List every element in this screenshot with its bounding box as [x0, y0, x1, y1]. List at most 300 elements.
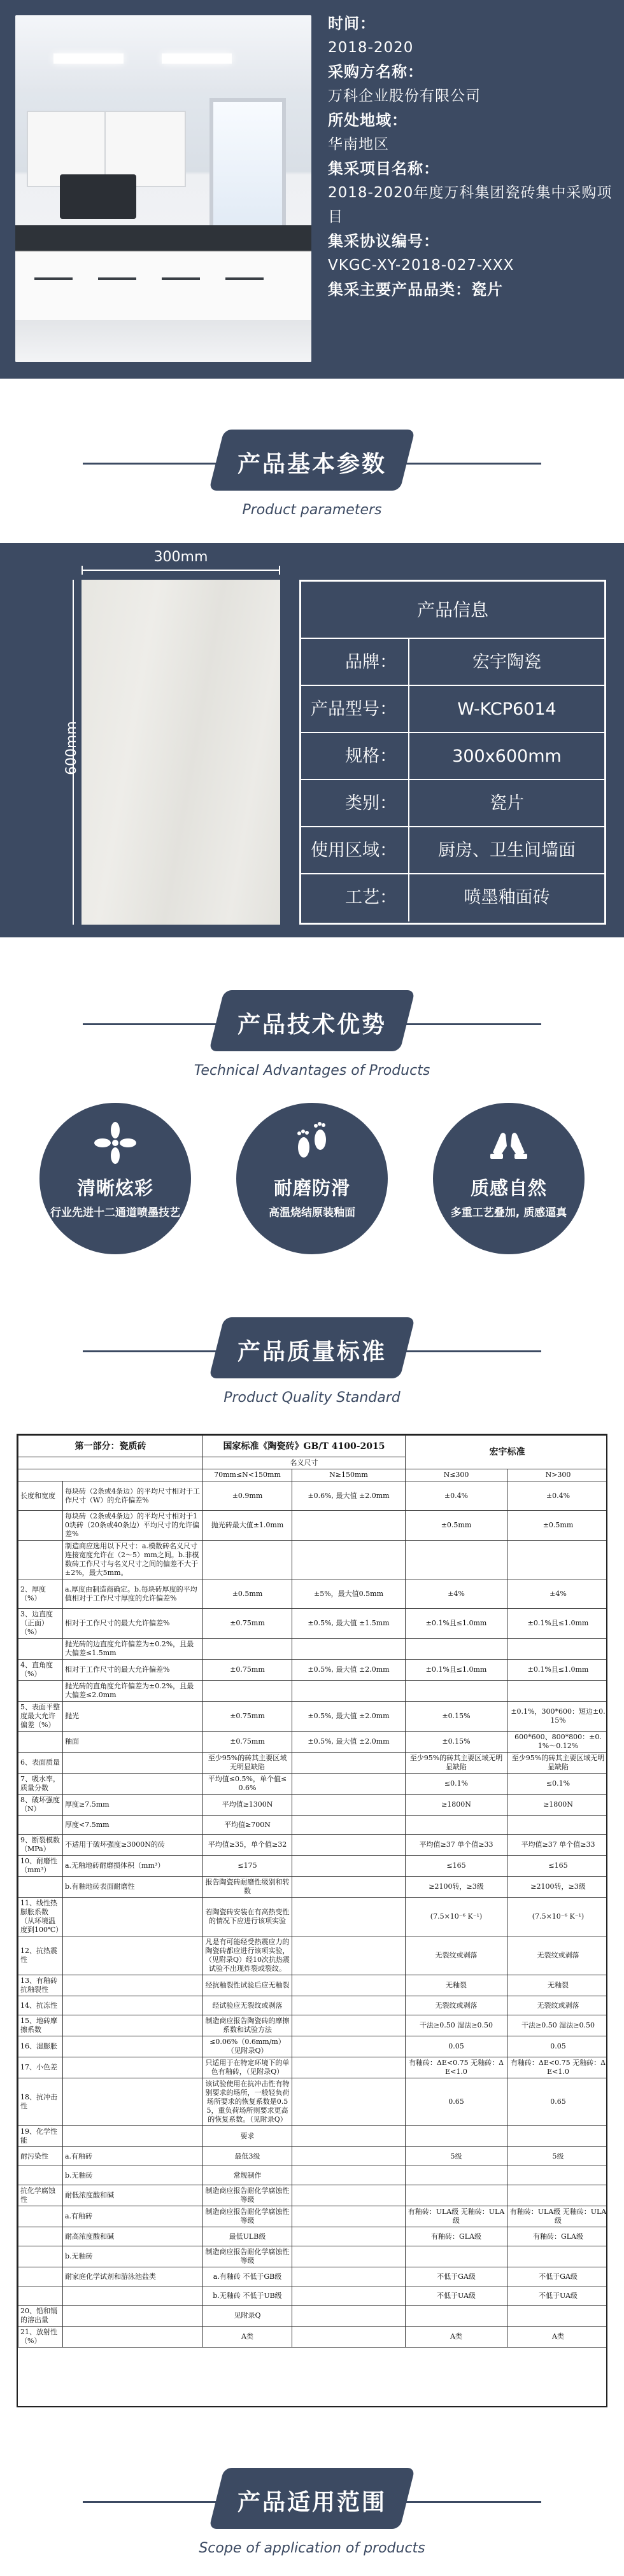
table-cell: [507, 2185, 608, 2206]
table-cell: 平均值≥37 单个值≥33: [507, 1835, 608, 1856]
table-cell: [292, 1835, 406, 1856]
table-cell: 13、有釉砖抗釉裂性: [18, 1975, 63, 1996]
table-cell: 14、抗冻性: [18, 1996, 63, 2015]
table-cell: [292, 2057, 406, 2078]
table-cell: [18, 1681, 63, 1702]
table-cell: 无裂纹或剥落: [406, 1936, 507, 1975]
table-cell: 有釉砖：ΔE<0.75 无釉砖：ΔE<1.0: [507, 2057, 608, 2078]
table-cell: ±0.1%且≤1.0mm: [507, 1660, 608, 1681]
table-cell: [507, 2246, 608, 2267]
info-row-category: [301, 780, 604, 827]
table-cell: 无裂纹或剥落: [507, 1936, 608, 1975]
table-cell: 制造商应报告耐化学腐蚀性等级: [203, 2206, 292, 2227]
table-cell: [406, 2166, 507, 2185]
table-cell: 有釉砖：ΔE<0.75 无釉砖：ΔE<1.0: [406, 2057, 507, 2078]
table-cell: 无裂纹或剥落: [406, 1996, 507, 2015]
subheader-name: 名义尺寸: [203, 1457, 406, 1469]
table-cell: 17、小色差: [18, 2057, 63, 2078]
table-cell: (7.5×10⁻⁶ K⁻¹): [406, 1898, 507, 1936]
table-cell: [292, 2306, 406, 2327]
section-subtitle: Product Quality Standard: [223, 1390, 401, 1406]
table-cell: ±0.5%, 最大值 ±1.5mm: [292, 1609, 406, 1639]
table-cell: [63, 2036, 203, 2057]
advantage-title: 耐磨防滑: [273, 1177, 350, 1199]
table-header-row: [18, 1436, 608, 1457]
table-cell: 制造商应报告耐化学腐蚀性等级: [203, 2185, 292, 2206]
table-cell: [406, 2126, 507, 2147]
table-cell: 不低于UA级: [507, 2286, 608, 2306]
table-cell: ±0.15%: [406, 1702, 507, 1732]
table-cell: [63, 1996, 203, 2015]
info-key-project: 集采项目名称：: [328, 160, 439, 178]
row-label: 工艺：: [301, 874, 409, 921]
table-cell: 至少95%的砖其主要区域无明显缺陷: [507, 1753, 608, 1774]
footprints-icon: [290, 1121, 334, 1165]
table-cell: [406, 1816, 507, 1835]
subheader-300b: N>300: [507, 1469, 608, 1481]
advantage-card-wear: [236, 1103, 388, 1254]
table-cell: [406, 2185, 507, 2206]
table-cell: [18, 1639, 63, 1660]
table-cell: [203, 1541, 292, 1579]
table-cell: [292, 2015, 406, 2036]
table-cell: [292, 2185, 406, 2206]
table-cell: [63, 1774, 203, 1795]
advantage-card-texture: [433, 1103, 585, 1254]
table-cell: 相对于工作尺寸的最大允许偏差%: [63, 1609, 203, 1639]
table-cell: [292, 1856, 406, 1877]
table-cell: ≥2100转，≥3级: [406, 1877, 507, 1898]
table-cell: 只适用于在特定环境下的单色有釉砖，（见附录Q）: [203, 2057, 292, 2078]
table-cell: [292, 1795, 406, 1816]
table-cell: [507, 2306, 608, 2327]
table-cell: ±0.1%且≤1.0mm: [507, 1609, 608, 1639]
table-cell: 平均值≤0.5%，单个值≤0.6%: [203, 1774, 292, 1795]
table-cell: a.有釉砖: [63, 2206, 203, 2227]
table-cell: ≤175: [203, 1856, 292, 1877]
table-cell: [292, 1511, 406, 1541]
table-cell: [292, 2286, 406, 2306]
table-cell: (7.5×10⁻⁶ K⁻¹): [507, 1898, 608, 1936]
table-cell: [63, 1975, 203, 1996]
row-value: 瓷片: [490, 794, 524, 813]
table-cell: 平均值≥35，单个值≥32: [203, 1835, 292, 1856]
table-row: [18, 1702, 608, 1732]
quality-standard-table: [17, 1434, 607, 2407]
table-cell: [63, 1936, 203, 1975]
info-main-product: [328, 277, 614, 302]
advantage-title: 清晰炫彩: [76, 1177, 153, 1199]
tile-width-label: 300mm: [153, 549, 208, 565]
table-row: [18, 1511, 608, 1541]
table-cell: 经试验应无裂纹或剥落: [203, 1996, 292, 2015]
row-value: 厨房、卫生间墙面: [438, 841, 576, 860]
row-label: 规格：: [301, 733, 409, 779]
table-cell: [292, 1816, 406, 1835]
table-cell: [292, 1975, 406, 1996]
table-cell: 干法≥0.50 湿法≥0.50: [406, 2015, 507, 2036]
table-cell: a.有釉砖 不低于GB级: [203, 2267, 292, 2286]
section-subtitle: Scope of application of products: [199, 2540, 425, 2556]
section-subtitle: Technical Advantages of Products: [194, 1063, 430, 1079]
table-cell: 制造商应选用以下尺寸：a.模数砖名义尺寸连接宽度允许在（2～5）mm之间。b.非模数砖工作尺寸与名义尺寸之间的偏差不大于±2%，最大5mm。: [63, 1541, 203, 1579]
info-row-usage: [301, 827, 604, 874]
table-cell: [406, 1681, 507, 1702]
table-cell: 12、抗热震性: [18, 1936, 63, 1975]
info-row-brand: [301, 639, 604, 686]
table-cell: 至少95%的砖其主要区域无明显缺陷: [406, 1753, 507, 1774]
advantage-card-color: [39, 1103, 191, 1254]
hands-icon: [486, 1121, 531, 1165]
table-cell: [18, 2267, 63, 2286]
table-row: [18, 2036, 608, 2057]
table-cell: [203, 1639, 292, 1660]
table-cell: b.有釉地砖表面耐磨性: [63, 1877, 203, 1898]
table-cell: 有釉砖：GLA级: [507, 2227, 608, 2246]
table-cell: [18, 2246, 63, 2267]
table-cell: [18, 2227, 63, 2246]
table-cell: A类: [203, 2327, 292, 2348]
table-cell: [292, 1996, 406, 2015]
table-row: [18, 1774, 608, 1795]
table-cell: 19、化学性能: [18, 2126, 63, 2147]
table-cell: ±5%，最大值0.5mm: [292, 1579, 406, 1609]
hero-banner: [0, 0, 624, 379]
table-cell: 不低于GA级: [406, 2267, 507, 2286]
table-cell: 10、耐磨性（mm³）: [18, 1856, 63, 1877]
row-label: 使用区域：: [301, 827, 409, 873]
table-cell: ±0.75mm: [203, 1660, 292, 1681]
info-row-size: [301, 733, 604, 780]
table-cell: 不低于GA级: [507, 2267, 608, 2286]
table-cell: 釉面: [63, 1732, 203, 1753]
table-cell: [18, 1816, 63, 1835]
table-cell: [507, 1541, 608, 1579]
table-cell: [18, 1541, 63, 1579]
table-cell: a.无釉地砖耐磨损体积（mm³）: [63, 1856, 203, 1877]
table-cell: ±0.5%, 最大值 ±2.0mm: [292, 1732, 406, 1753]
table-cell: ≥1800N: [507, 1795, 608, 1816]
table-cell: 18、抗冲击性: [18, 2078, 63, 2126]
section-title: 产品基本参数: [237, 451, 386, 477]
table-row: [18, 2286, 608, 2306]
table-row: [18, 2206, 608, 2227]
info-key-region: 所处地域：: [328, 111, 408, 129]
table-cell: 最低3级: [203, 2147, 292, 2166]
table-cell: 见附录Q: [203, 2306, 292, 2327]
table-row: [18, 1936, 608, 1975]
table-cell: [18, 1511, 63, 1541]
table-cell: 600*600、800*800：±0.1%～0.12%: [507, 1732, 608, 1753]
table-cell: [203, 1681, 292, 1702]
table-cell: ±4%: [507, 1579, 608, 1609]
table-cell: [406, 2306, 507, 2327]
table-row: [18, 1660, 608, 1681]
table-row: [18, 2327, 608, 2348]
table-row: [18, 1681, 608, 1702]
table-row: [18, 1639, 608, 1660]
table-cell: 该试验使用在抗冲击性有特别要求的场所，一般轻负荷场所要求的恢复系数是0.55，重负荷场所则要求更高的恢复系数。（见附录Q）: [203, 2078, 292, 2126]
section-title: 产品质量标准: [237, 1339, 386, 1365]
table-cell: 耐污染性: [18, 2147, 63, 2166]
table-cell: ≤0.1%: [406, 1774, 507, 1795]
table-cell: ±0.5mm: [406, 1511, 507, 1541]
table-cell: [292, 1541, 406, 1579]
table-cell: 有釉砖：ULA级 无釉砖：ULA级: [507, 2206, 608, 2227]
table-cell: [63, 1898, 203, 1936]
table-cell: 每块砖（2条或4条边）的平均尺寸相对于工作尺寸（W）的允许偏差%: [63, 1481, 203, 1511]
table-cell: 至少95%的砖其主要区域无明显缺陷: [203, 1753, 292, 1774]
table-cell: [63, 2327, 203, 2348]
info-row-process: [301, 874, 604, 921]
table-cell: 2、厚度（%）: [18, 1579, 63, 1609]
table-cell: 15、地砖摩擦系数: [18, 2015, 63, 2036]
table-cell: [507, 1816, 608, 1835]
procurement-info: [328, 11, 614, 302]
info-value-buyer: 万科企业股份有限公司: [328, 88, 481, 104]
table-cell: 5级: [406, 2147, 507, 2166]
advantage-title: 质感自然: [470, 1177, 547, 1199]
table-cell: [292, 2227, 406, 2246]
table-cell: 0.65: [507, 2078, 608, 2126]
table-cell: ±0.5%, 最大值 ±2.0mm: [292, 1702, 406, 1732]
table-cell: 不适用于破坏强度≥3000N的砖: [63, 1835, 203, 1856]
table-row: [18, 1795, 608, 1816]
table-cell: 4、直角度（%）: [18, 1660, 63, 1681]
table-cell: 平均值≥1300N: [203, 1795, 292, 1816]
table-cell: 0.05: [406, 2036, 507, 2057]
table-subheader-row: [18, 1469, 608, 1481]
table-row: [18, 2306, 608, 2327]
table-cell: [292, 1753, 406, 1774]
table-cell: 抗化学腐蚀性: [18, 2185, 63, 2206]
table-row: [18, 2126, 608, 2147]
table-cell: 最低ULB级: [203, 2227, 292, 2246]
table-cell: 耐高浓度酸和碱: [63, 2227, 203, 2246]
table-cell: [507, 1681, 608, 1702]
table-row: [18, 1877, 608, 1898]
product-parameters: [0, 543, 624, 937]
table-row: [18, 2166, 608, 2185]
table-cell: a.厚度由制造商确定。b.每块砖厚度的平均值相对于工作尺寸厚度的允许偏差%: [63, 1579, 203, 1609]
table-cell: 无裂纹或剥落: [507, 1996, 608, 2015]
table-cell: [63, 1753, 203, 1774]
table-cell: ±4%: [406, 1579, 507, 1609]
table-cell: 有釉砖：ULA级 无釉砖：ULA级: [406, 2206, 507, 2227]
table-cell: ≤165: [406, 1856, 507, 1877]
table-cell: 相对于工作尺寸的最大允许偏差%: [63, 1660, 203, 1681]
table-cell: 平均值≥700N: [203, 1816, 292, 1835]
table-cell: ±0.75mm: [203, 1609, 292, 1639]
table-cell: [292, 1681, 406, 1702]
info-row-model: [301, 686, 604, 733]
table-cell: [292, 2267, 406, 2286]
table-row: [18, 2057, 608, 2078]
table-cell: 3、边直度（正面）（%）: [18, 1609, 63, 1639]
advantage-desc: 高温烧结原装釉面: [269, 1207, 355, 1219]
subheader-150: N≥150mm: [292, 1469, 406, 1481]
table-row: [18, 2078, 608, 2126]
table-cell: ≥2100转，≥3级: [507, 1877, 608, 1898]
section-subtitle: Product parameters: [242, 502, 382, 518]
subheader-300a: N≤300: [406, 1469, 507, 1481]
table-cell: A类: [406, 2327, 507, 2348]
table-cell: [406, 1541, 507, 1579]
row-label: 产品型号：: [301, 686, 409, 732]
kitchen-photo: [15, 15, 311, 362]
table-cell: ±0.5%, 最大值 ±2.0mm: [292, 1660, 406, 1681]
table-cell: ≤165: [507, 1856, 608, 1877]
table-cell: 厚度<7.5mm: [63, 1816, 203, 1835]
table-cell: ±0.75mm: [203, 1702, 292, 1732]
table-cell: 8、破坏强度（N）: [18, 1795, 63, 1816]
table-cell: [292, 1639, 406, 1660]
table-row: [18, 2015, 608, 2036]
section-title: 产品技术优势: [237, 1012, 386, 1038]
table-cell: [507, 2126, 608, 2147]
table-cell: 凡是有可能经受热震应力的陶瓷砖都应进行该项实验，（见附录Q）经10次抗热震试验不出现炸裂或裂纹。: [203, 1936, 292, 1975]
row-value: 喷墨釉面砖: [464, 888, 550, 907]
product-info-title: 产品信息: [301, 582, 604, 639]
table-cell: 5级: [507, 2147, 608, 2166]
table-row: [18, 1816, 608, 1835]
advantage-desc: 多重工艺叠加, 质感逼真: [450, 1207, 567, 1219]
table-cell: [63, 2078, 203, 2126]
table-row: [18, 1898, 608, 1936]
table-cell: ±0.1%，300*600：短边±0.15%: [507, 1702, 608, 1732]
table-row: [18, 1996, 608, 2015]
table-cell: A类: [507, 2327, 608, 2348]
table-cell: [292, 1898, 406, 1936]
table-cell: b.无釉砖 不低于UB级: [203, 2286, 292, 2306]
table-cell: 长度和宽度: [18, 1481, 63, 1511]
table-cell: [63, 2286, 203, 2306]
table-cell: [406, 1639, 507, 1660]
table-cell: ≥1800N: [406, 1795, 507, 1816]
table-cell: 干法≥0.50 湿法≥0.50: [507, 2015, 608, 2036]
table-cell: [507, 1639, 608, 1660]
table-row: [18, 1579, 608, 1609]
table-cell: ±0.75mm: [203, 1732, 292, 1753]
info-key-product: 集采主要产品品类：: [328, 281, 471, 298]
table-cell: [406, 2246, 507, 2267]
table-cell: [292, 2126, 406, 2147]
table-cell: 每块砖（2条或4条边）的平均尺寸相对于10块砖（20条或40条边）平均尺寸的允许偏差%: [63, 1511, 203, 1541]
table-cell: ≤0.1%: [507, 1774, 608, 1795]
table-cell: 若陶瓷砖安装在有高热变性的情况下应进行该项实验: [203, 1898, 292, 1936]
advantage-desc: 行业先进十二通道喷墨技艺: [50, 1207, 180, 1219]
pinwheel-icon: [93, 1121, 138, 1165]
table-cell: a.有釉砖: [63, 2147, 203, 2166]
info-key-buyer: 采购方名称：: [328, 63, 423, 81]
table-row: [18, 1753, 608, 1774]
table-cell: 9、断裂模数（MPa）: [18, 1835, 63, 1856]
table-cell: [292, 2206, 406, 2227]
table-row: [18, 1856, 608, 1877]
table-cell: [63, 2015, 203, 2036]
table-cell: ±0.1%且≤1.0mm: [406, 1609, 507, 1639]
table-cell: [292, 2036, 406, 2057]
table-cell: ±0.5mm: [507, 1511, 608, 1541]
table-cell: [18, 1877, 63, 1898]
table-cell: 抛光砖的边直度允许偏差为±0.2%，且最大偏差≤1.5mm: [63, 1639, 203, 1660]
table-cell: ±0.4%: [406, 1481, 507, 1511]
table-cell: 5、表面平整度最大允许偏差（%）: [18, 1702, 63, 1732]
table-cell: 经抗釉裂性试验后应无釉裂: [203, 1975, 292, 1996]
table-row: [18, 1732, 608, 1753]
table-cell: ±0.15%: [406, 1732, 507, 1753]
table-cell: [292, 1936, 406, 1975]
table-cell: 制造商应报告耐化学腐蚀性等级: [203, 2246, 292, 2267]
info-value-product: 瓷片: [471, 281, 503, 298]
subheader-70: 70mm≤N<150mm: [203, 1469, 292, 1481]
section-title: 产品适用范围: [237, 2489, 386, 2516]
table-cell: b.无釉砖: [63, 2166, 203, 2185]
table-cell: 无釉裂: [507, 1975, 608, 1996]
table-cell: 0.05: [507, 2036, 608, 2057]
row-value: 宏宇陶瓷: [472, 652, 541, 672]
table-row: [18, 1835, 608, 1856]
table-cell: [18, 2286, 63, 2306]
table-cell: 不低于UA级: [406, 2286, 507, 2306]
table-cell: ±0.5mm: [203, 1579, 292, 1609]
table-cell: 16、湿膨胀: [18, 2036, 63, 2057]
table-cell: 抛光砖最大值±1.0mm: [203, 1511, 292, 1541]
table-cell: 耐家庭化学试剂和游泳池盐类: [63, 2267, 203, 2286]
row-value: W-KCP6014: [457, 699, 557, 719]
table-row: [18, 2185, 608, 2206]
row-value: 300x600mm: [452, 746, 562, 766]
table-cell: [18, 2166, 63, 2185]
table-cell: 20、铅和镉的溶出量: [18, 2306, 63, 2327]
table-row: [18, 1541, 608, 1579]
table-cell: 厚度≥7.5mm: [63, 1795, 203, 1816]
table-cell: [292, 2078, 406, 2126]
table-cell: 耐低浓度酸和碱: [63, 2185, 203, 2206]
table-cell: ≤0.06%（0.6mm/m）（见附录Q）: [203, 2036, 292, 2057]
table-cell: 抛光: [63, 1702, 203, 1732]
row-label: 品牌：: [301, 639, 409, 685]
table-row: [18, 1609, 608, 1639]
table-row: [18, 2246, 608, 2267]
table-cell: [507, 2166, 608, 2185]
table-cell: [292, 1774, 406, 1795]
table-cell: 报告陶瓷砖耐磨性级别和转数: [203, 1877, 292, 1898]
table-cell: b.无釉砖: [63, 2246, 203, 2267]
table-cell: [292, 1877, 406, 1898]
row-label: 类别：: [301, 780, 409, 826]
table-cell: 0.65: [406, 2078, 507, 2126]
header-hongyu: 宏宇标准: [406, 1436, 608, 1469]
header-item: 第一部分：瓷质砖: [18, 1436, 203, 1457]
info-value-project: 2018-2020年度万科集团瓷砖集中采购项目: [328, 185, 613, 225]
table-cell: [18, 1732, 63, 1753]
table-cell: [292, 2327, 406, 2348]
table-cell: 常规制作: [203, 2166, 292, 2185]
info-key-agreement: 集采协议编号：: [328, 232, 439, 250]
table-cell: [292, 2147, 406, 2166]
table-row: [18, 1481, 608, 1511]
product-info-table: [299, 580, 606, 925]
info-value-agreement: VKGC-XY-2018-027-XXX: [328, 257, 514, 274]
table-row: [18, 2267, 608, 2286]
table-row: [18, 2147, 608, 2166]
table-cell: ±0.4%: [507, 1481, 608, 1511]
tile-height-label: 600mm: [63, 721, 80, 775]
table-cell: ±0.6%, 最大值 ±2.0mm: [292, 1481, 406, 1511]
table-cell: [63, 2057, 203, 2078]
table-cell: 21、放射性（%）: [18, 2327, 63, 2348]
